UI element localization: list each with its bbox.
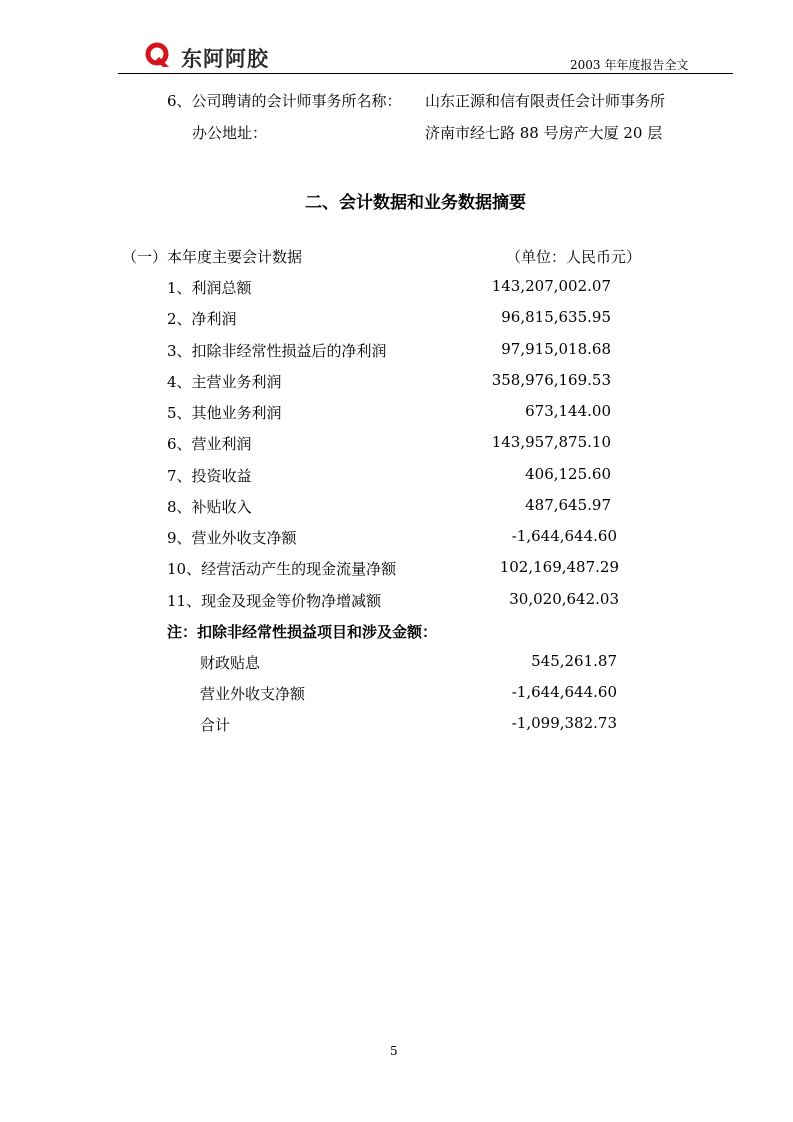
report-header-title: 2003 年年度报告全文	[570, 58, 689, 72]
company-logo-text: 东阿阿胶	[181, 47, 269, 71]
note-item-label: 营业外收支净额	[200, 685, 306, 703]
section-title: 二、会计数据和业务数据摘要	[305, 193, 526, 213]
auditor-address-value: 济南市经七路 88 号房产大厦 20 层	[425, 124, 663, 142]
item-value: 97,915,018.68	[501, 340, 611, 358]
note-item-label: 财政贴息	[200, 654, 261, 672]
item-value: 143,957,875.10	[491, 433, 611, 451]
auditor-address-label: 办公地址：	[192, 124, 268, 142]
item-value: 96,815,635.95	[501, 308, 611, 326]
note-item-value: 545,261.87	[531, 652, 617, 670]
item-value: 102,169,487.29	[499, 558, 619, 576]
item-value: 358,976,169.53	[491, 371, 611, 389]
item-label: 7、投资收益	[167, 467, 252, 485]
item-label: 11、现金及现金等价物净增减额	[167, 592, 382, 610]
item-value: 143,207,002.07	[491, 277, 611, 295]
auditor-name-value: 山东正源和信有限责任会计师事务所	[425, 92, 666, 110]
subsection-title: （一）本年度主要会计数据	[122, 248, 303, 266]
item-label: 4、主营业务利润	[167, 373, 282, 391]
unit-label: （单位：人民币元）	[506, 248, 642, 266]
item-label: 2、净利润	[167, 310, 237, 328]
item-value: -1,644,644.60	[511, 527, 617, 545]
item-value: 30,020,642.03	[509, 590, 619, 608]
note-item-value: -1,644,644.60	[511, 683, 617, 701]
item-label: 5、其他业务利润	[167, 404, 282, 422]
page-number: 5	[390, 1044, 398, 1058]
item-label: 10、经营活动产生的现金流量净额	[167, 560, 397, 578]
item-value: 487,645.97	[525, 496, 611, 514]
item-label: 1、利润总额	[167, 279, 252, 297]
auditor-name-label: 6、公司聘请的会计师事务所名称：	[167, 92, 402, 110]
note-item-value: -1,099,382.73	[511, 714, 617, 732]
item-label: 9、营业外收支净额	[167, 529, 297, 547]
item-label: 8、补贴收入	[167, 498, 252, 516]
item-value: 406,125.60	[525, 465, 611, 483]
item-label: 6、营业利润	[167, 435, 252, 453]
item-label: 3、扣除非经常性损益后的净利润	[167, 342, 387, 360]
company-logo-icon	[145, 42, 171, 68]
header-divider	[118, 73, 733, 74]
item-value: 673,144.00	[525, 402, 611, 420]
note-title: 注：扣除非经常性损益项目和涉及金额：	[167, 623, 438, 641]
note-item-label: 合计	[200, 716, 231, 734]
